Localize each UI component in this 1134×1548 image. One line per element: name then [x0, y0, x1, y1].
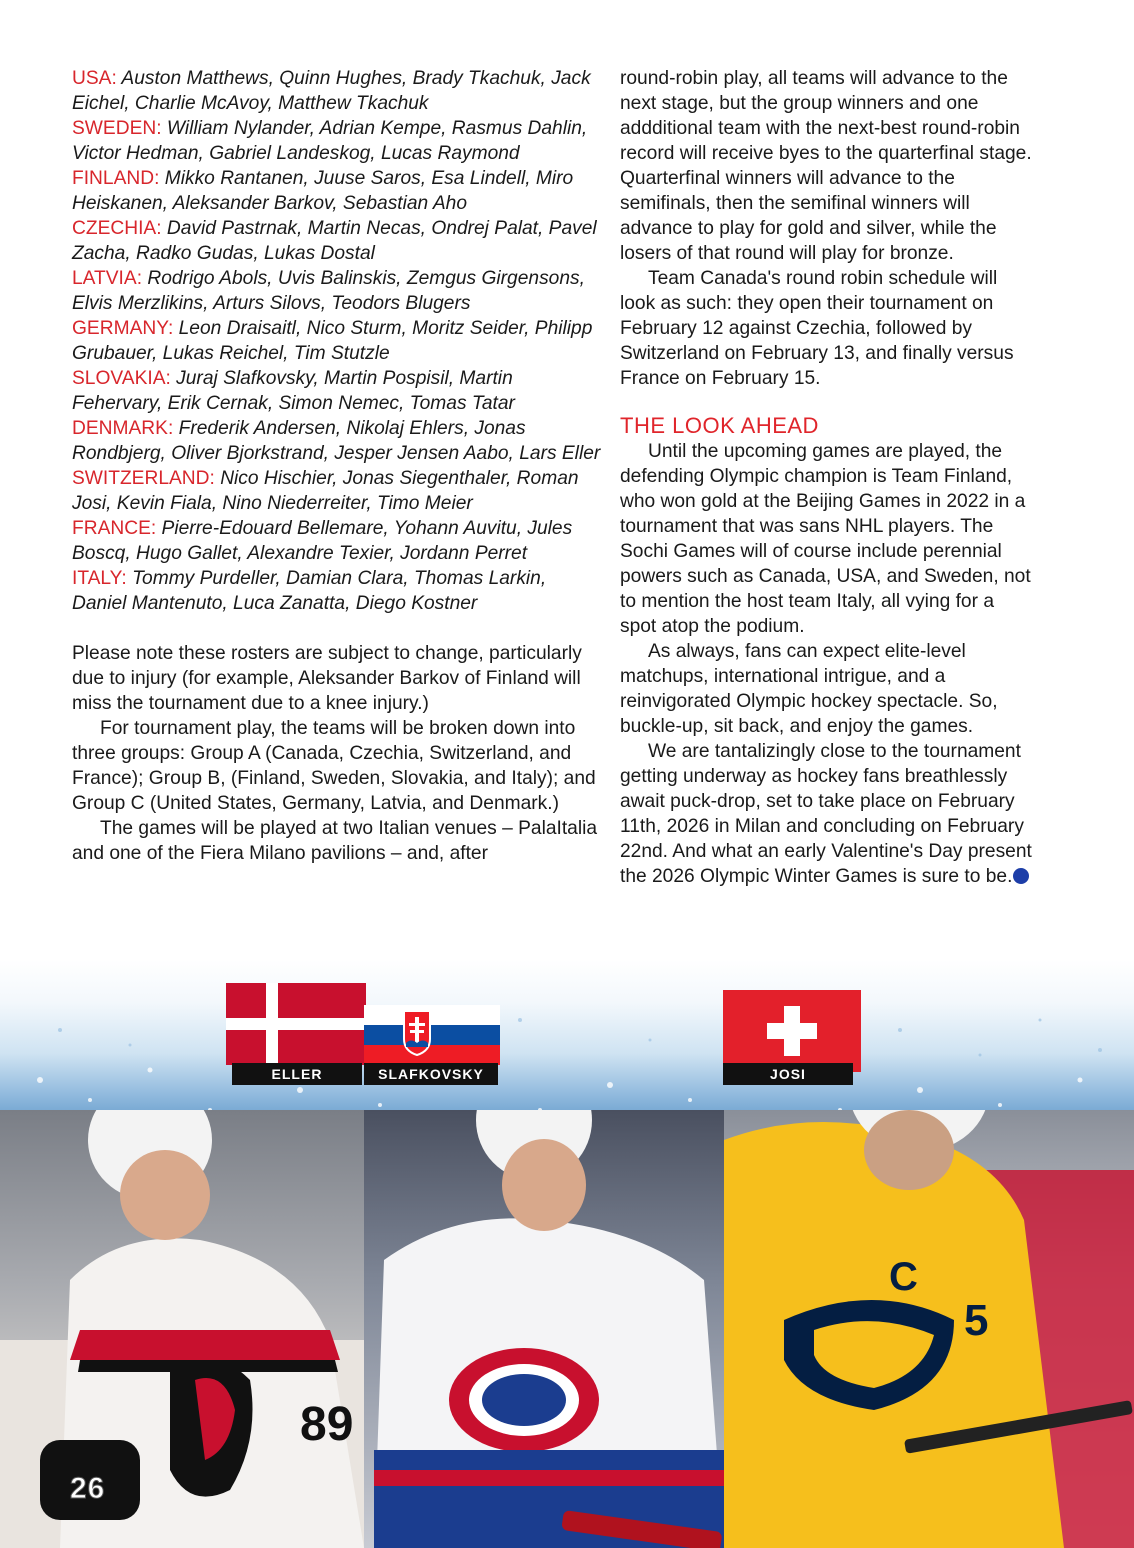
- roster-entry: [72, 516, 602, 566]
- roster-country: LATVIA:: [72, 268, 143, 289]
- canada-schedule-paragraph: Team Canada's round robin schedule will look as such: they open their tournament on February 12 against Czechia, followed by Switzerland on February 13, and finally versus France on February 15.: [620, 268, 1014, 389]
- roster-players: Tommy Purdeller, Damian Clara, Thomas Larkin, Daniel Mantenuto, Luca Zanatta, Diego Kostner: [72, 568, 547, 614]
- photo-band: [0, 960, 1134, 1548]
- roster-list: [72, 66, 602, 616]
- roster-entry: [72, 116, 602, 166]
- end-mark-icon: [1013, 868, 1029, 884]
- left-column: [72, 66, 602, 866]
- roster-country: GERMANY:: [72, 318, 174, 339]
- roster-players: Frederik Andersen, Nikolaj Ehlers, Jonas Rondbjerg, Oliver Bjorkstrand, Jesper Jensen Aabo, Lars Eller: [72, 418, 601, 464]
- roster-country: FINLAND:: [72, 168, 160, 189]
- closing-text: We are tantalizingly close to the tournament getting underway as hockey fans breathlessly await puck-drop, set to take place on February 11th, 2026 in Milan and concluding on February 22nd. And what an early Valentine's Day present the 2026 Olympic Winter Games is sure to be.: [620, 741, 1032, 887]
- eller-photo: [0, 1110, 364, 1548]
- roster-players: Pierre-Edouard Bellemare, Yohann Auvitu, Jules Boscq, Hugo Gallet, Alexandre Texier, Jordann Perret: [72, 518, 573, 564]
- slafkovsky-illustration: [364, 1110, 724, 1548]
- josi-photo: [724, 1110, 1134, 1548]
- roster-players: Auston Matthews, Quinn Hughes, Brady Tkachuk, Jack Eichel, Charlie McAvoy, Matthew Tkachuk: [72, 68, 591, 114]
- champion-paragraph: Until the upcoming games are played, the defending Olympic champion is Team Finland, who won gold at the Beijing Games in 2022 in a tournament that was sans NHL players. The Sochi Games will of course include perennial powers such as Canada, USA, and Sweden, not to mention the host team Italy, all vying for a spot atop the podium.: [620, 441, 1031, 637]
- roster-country: USA:: [72, 68, 117, 89]
- caption-slafkovsky: SLAFKOVSKY: [364, 1063, 498, 1085]
- denmark-flag-icon: [226, 983, 366, 1065]
- roster-players: Rodrigo Abols, Uvis Balinskis, Zemgus Girgensons, Elvis Merzlikins, Arturs Silovs, Teodors Blugers: [72, 268, 585, 314]
- roster-entry: [72, 366, 602, 416]
- roster-country: SLOVAKIA:: [72, 368, 171, 389]
- right-column: [620, 66, 1032, 889]
- roster-country: FRANCE:: [72, 518, 157, 539]
- roster-players: Mikko Rantanen, Juuse Saros, Esa Lindell, Miro Heiskanen, Aleksander Barkov, Sebastian Aho: [72, 168, 574, 214]
- roster-entry: [72, 66, 602, 116]
- roster-entry: [72, 166, 602, 216]
- section-heading: THE LOOK AHEAD: [620, 413, 819, 438]
- caption-eller: ELLER: [232, 1063, 362, 1085]
- slafkovsky-photo: [364, 1110, 724, 1548]
- roster-entry: [72, 216, 602, 266]
- eller-illustration: [0, 1110, 364, 1548]
- roster-players: Nico Hischier, Jonas Siegenthaler, Roman Josi, Kevin Fiala, Nino Niederreiter, Timo Meier: [72, 468, 579, 514]
- roster-country: ITALY:: [72, 568, 127, 589]
- switzerland-flag-icon: [723, 990, 861, 1072]
- roster-entry: [72, 416, 602, 466]
- format-paragraph: round-robin play, all teams will advance to the next stage, but the group winners and one addditional team with the next-best round-robin record will receive byes to the quarterfinal stage. Quarterfinal winners will advance to the semifinals, then the semifinal winners will advance to play for gold and silver, while the losers of that round will play for bronze.: [620, 68, 1032, 264]
- roster-entry: [72, 266, 602, 316]
- roster-entry: [72, 316, 602, 366]
- spectacle-paragraph: As always, fans can expect elite-level matchups, international intrigue, and a reinvigorated Olympic hockey spectacle. So, buckle-up, sit back, and enjoy the games.: [620, 641, 998, 737]
- page-number: 26: [70, 1472, 106, 1505]
- roster-note-paragraph: Please note these rosters are subject to change, particularly due to injury (for example, Aleksander Barkov of Finland will miss the tournament due to a knee injury.): [72, 643, 582, 714]
- roster-country: SWEDEN:: [72, 118, 162, 139]
- ice-spray-texture: [0, 960, 1134, 1130]
- svg-text:5: 5: [964, 1296, 989, 1345]
- venues-paragraph: The games will be played at two Italian venues – PalaItalia and one of the Fiera Milano pavilions – and, after: [72, 818, 598, 864]
- roster-players: David Pastrnak, Martin Necas, Ondrej Palat, Pavel Zacha, Radko Gudas, Lukas Dostal: [72, 218, 597, 264]
- josi-illustration: [724, 1110, 1134, 1548]
- slovakia-flag-icon: [364, 1005, 500, 1065]
- roster-country: SWITZERLAND:: [72, 468, 215, 489]
- groups-paragraph: For tournament play, the teams will be broken down into three groups: Group A (Canada, Czechia, Switzerland, and France); Group B, (Finland, Sweden, Slovakia, and Italy); and Group C (United States, Germany, Latvia, and Denmark.): [72, 718, 596, 814]
- roster-country: DENMARK:: [72, 418, 174, 439]
- svg-text:89: 89: [300, 1398, 354, 1451]
- svg-text:C: C: [889, 1255, 918, 1299]
- roster-country: CZECHIA:: [72, 218, 162, 239]
- roster-players: Leon Draisaitl, Nico Sturm, Moritz Seider, Philipp Grubauer, Lukas Reichel, Tim Stutzle: [72, 318, 593, 364]
- roster-players: Juraj Slafkovsky, Martin Pospisil, Martin Fehervary, Erik Cernak, Simon Nemec, Tomas Tatar: [72, 368, 515, 414]
- roster-players: William Nylander, Adrian Kempe, Rasmus Dahlin, Victor Hedman, Gabriel Landeskog, Lucas Raymond: [72, 118, 588, 164]
- caption-josi: JOSI: [723, 1063, 853, 1085]
- closing-paragraph: [620, 739, 1032, 889]
- roster-entry: [72, 466, 602, 516]
- roster-entry: [72, 566, 602, 616]
